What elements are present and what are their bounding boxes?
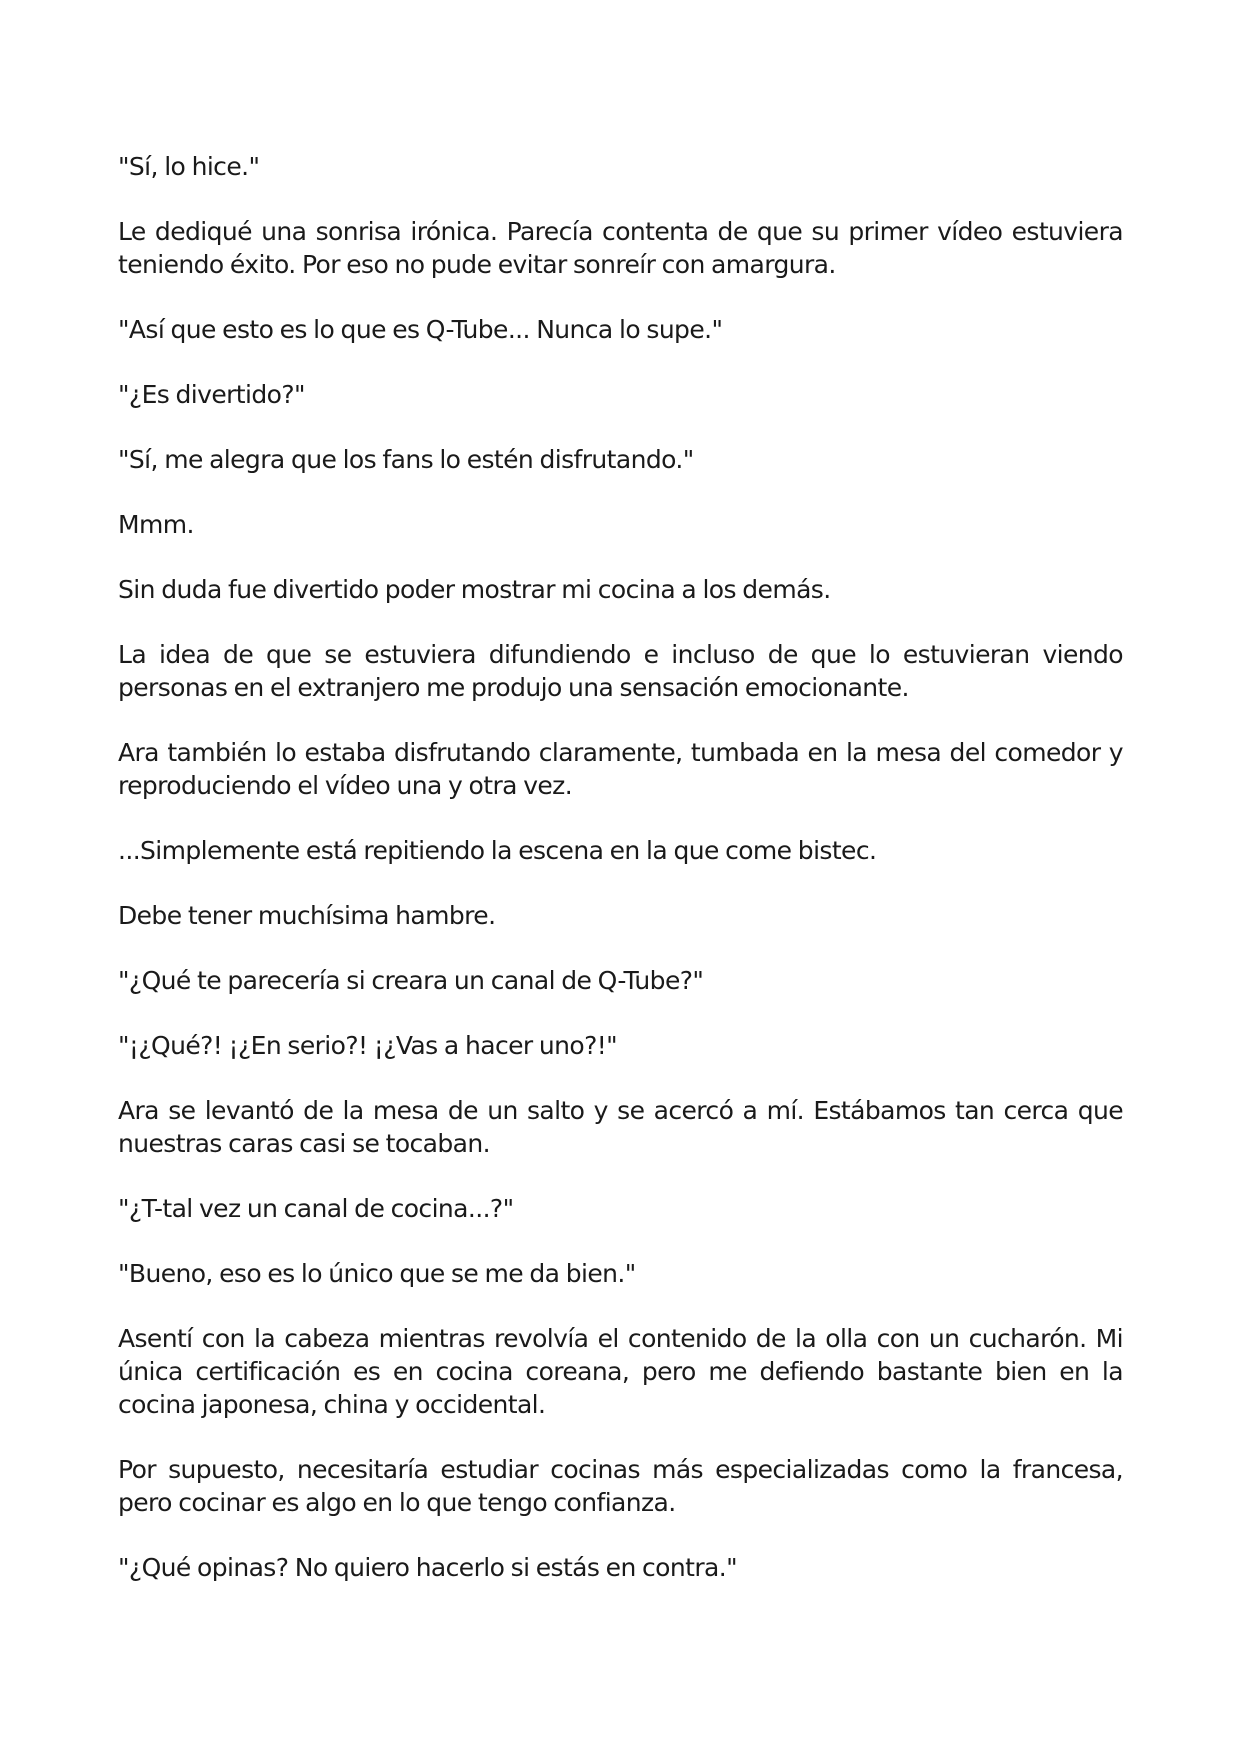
paragraph: "Sí, lo hice." [118, 152, 260, 181]
body-text [118, 150, 1123, 1616]
paragraph: Por supuesto, necesitaría estudiar cocinas más especializadas como la francesa, pero cocinar es algo en lo que tengo confianza. [118, 1455, 1123, 1517]
paragraph: "¿T-tal vez un canal de cocina...?" [118, 1194, 514, 1223]
paragraph: "Así que esto es lo que es Q-Tube... Nunca lo supe." [118, 315, 723, 344]
paragraph: Mmm. [118, 510, 194, 539]
paragraph: "Bueno, eso es lo único que se me da bien." [118, 1259, 636, 1288]
paragraph: La idea de que se estuviera difundiendo e incluso de que lo estuvieran viendo personas en el extranjero me produjo una sensación emocionante. [118, 640, 1123, 702]
paragraph: Sin duda fue divertido poder mostrar mi cocina a los demás. [118, 575, 831, 604]
paragraph: Ara se levantó de la mesa de un salto y se acercó a mí. Estábamos tan cerca que nuestras caras casi se tocaban. [118, 1096, 1123, 1158]
paragraph: ...Simplemente está repitiendo la escena en la que come bistec. [118, 836, 877, 865]
paragraph: Debe tener muchísima hambre. [118, 901, 496, 930]
paragraph: Le dediqué una sonrisa irónica. Parecía contenta de que su primer vídeo estuviera teniendo éxito. Por eso no pude evitar sonreír con amargura. [118, 217, 1123, 279]
paragraph: "¿Qué te parecería si creara un canal de Q-Tube?" [118, 966, 704, 995]
paragraph: Ara también lo estaba disfrutando claramente, tumbada en la mesa del comedor y reproduciendo el vídeo una y otra vez. [118, 738, 1123, 800]
paragraph: "Sí, me alegra que los fans lo estén disfrutando." [118, 445, 694, 474]
paragraph: "¿Es divertido?" [118, 380, 305, 409]
paragraph: "¡¿Qué?! ¡¿En serio?! ¡¿Vas a hacer uno?!" [118, 1031, 618, 1060]
paragraph: Asentí con la cabeza mientras revolvía el contenido de la olla con un cucharón. Mi única certificación es en cocina coreana, pero me defiendo bastante bien en la cocina japonesa, china y occidental. [118, 1324, 1123, 1419]
paragraph: "¿Qué opinas? No quiero hacerlo si estás en contra." [118, 1553, 737, 1582]
